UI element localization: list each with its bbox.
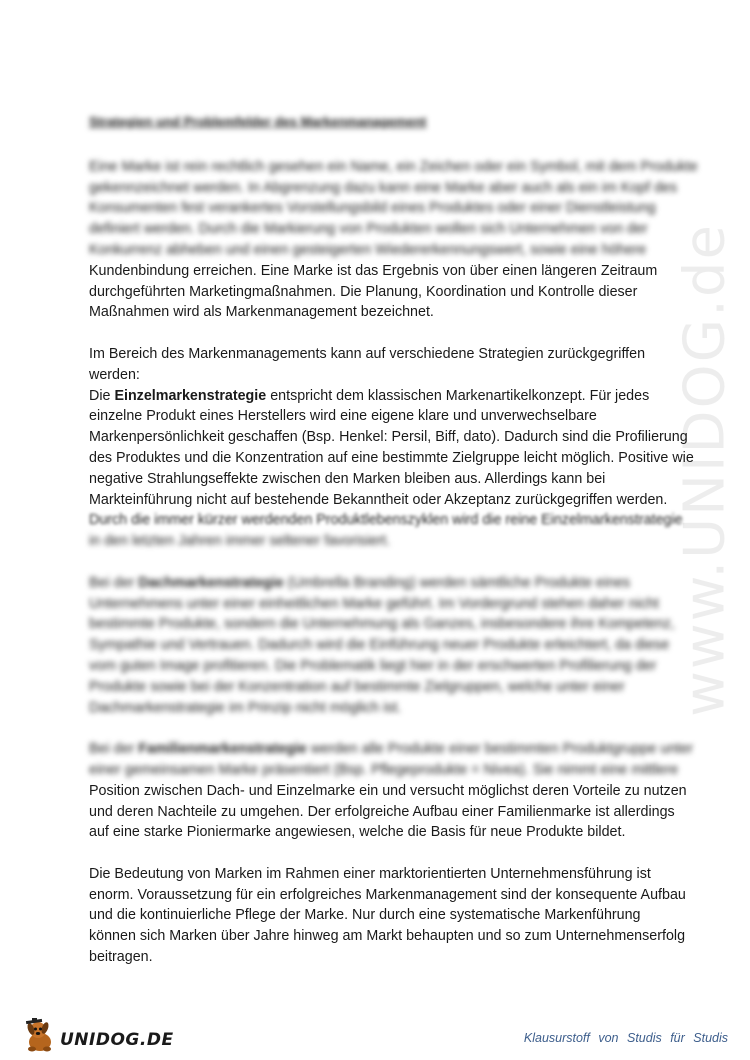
paragraph-intro [89,157,698,323]
text-line: Die Bedeutung von Marken im Rahmen einer marktorientierten Unternehmensführung ist [89,865,651,882]
lead-rest: entspricht dem klassischen Markenartikelkonzept. Für jedes [266,387,650,404]
text-line: Position zwischen Dach- und Einzelmarke ein und versucht möglichst deren Vorteile zu nutzen [89,782,687,799]
watermark: www.UNIDOG.de [672,223,738,717]
text-line: in den letzten Jahren immer seltener favorisiert. [89,533,391,550]
text-line: und die kontinuierliche Pflege der Marke. Nur durch eine systematische Markenführung [89,907,641,924]
text-line: enorm. Voraussetzung für ein erfolgreiches Markenmanagement sind der konsequente Aufbau [89,886,686,903]
term-einzelmarkenstrategie: Einzelmarkenstrategie [114,387,267,404]
text-line: Eine Marke ist rein rechtlich gesehen ein Name, ein Zeichen oder ein Symbol, mit dem Produkte [89,158,698,175]
paragraph-strategies [89,344,689,386]
paragraph-conclusion [89,864,689,968]
text-line [89,386,689,407]
text-line: Kundenbindung erreichen. Eine Marke ist das Ergebnis von über einen längeren Zeitraum [89,262,658,279]
text-line: beitragen. [89,949,153,966]
text-line: Dachmarkenstrategie im Prinzip nicht möglich ist. [89,699,402,716]
paragraph-familienmarke [89,739,693,843]
text-line: definiert werden. Durch die Markierung von Produkten wollen sich Unternehmen von der [89,221,648,238]
text-line: einzelne Produkt eines Herstellers wird eine eigene klare und unverwechselbare [89,408,597,425]
logo-text: UNIDOG.DE [60,1030,174,1050]
term-familienmarkenstrategie: Familienmarkenstrategie [138,741,307,758]
lead-rest: werden alle Produkte einer bestimmten Produktgruppe unter [306,741,693,758]
unidog-logo [22,1018,174,1052]
text-line: Maßnahmen wird als Markenmanagement bezeichnet. [89,304,434,321]
lead-text: Bei der [89,574,139,591]
lead-text: Die [89,387,115,404]
footer-tagline: Klausurstoff von Studis für Studis [523,1031,728,1045]
text-line: Konsumenten fest verankertes Vorstellungsbild eines Produktes oder einer Dienstleistung [89,200,656,217]
text-line: und deren Nachteile zu umgehen. Der erfolgreiche Aufbau einer Familienmarke ist allerdings [89,803,675,820]
text-line: durchgeführten Marketingmaßnahmen. Die Planung, Koordination und Kontrolle dieser [89,283,638,300]
lead-rest: (Umbrella Branding) werden sämtliche Produkte eines [283,574,631,591]
text-line: Produkte sowie bei der Konzentration auf bestimmte Zielgruppen, welche unter einer [89,678,625,695]
text-line: Sympathie und Vertrauen. Dadurch wird die Einführung neuer Produkte erleichtert, da diese [89,637,670,654]
text-line: Im Bereich des Markenmanagements kann auf verschiedene Strategien zurückgegriffen [89,345,646,362]
text-line: einer gemeinsamen Marke präsentiert (Bsp. Pflegeprodukte = Nivea). Sie nimmt eine mittlere [89,761,679,778]
text-line: vom guten Image profitieren. Die Problematik liegt hier in der erschwerten Profilierung der [89,657,657,674]
text-line [89,739,693,760]
text-line: Konkurrenz abheben und einen gesteigerten Wiedererkennungswert, sowie eine höhere [89,241,647,258]
term-dachmarkenstrategie: Dachmarkenstrategie [138,574,284,591]
text-line: auf eine starke Pioniermarke angewiesen, welche die Basis für neue Produkte bildet. [89,824,626,841]
text-line: werden: [89,366,140,383]
dog-mascot-icon [22,1018,62,1054]
text-line: Markteinführung nicht auf bestehende Bekanntheit oder Akzeptanz zurückgegriffen werden. [89,491,668,508]
text-line: negative Strahlungseffekte zwischen den Marken bleiben aus. Allerdings kann bei [89,470,606,487]
text-line: gekennzeichnet werden. In Abgrenzung dazu kann eine Marke aber auch als ein im Kopf des [89,179,678,196]
text-line: bestimmte Produkte, sondern die Unternehmung als Ganzes, insbesondere ihre Kompetenz, [89,616,675,633]
text-line [89,573,689,594]
paragraph-einzelmarke [89,386,694,552]
document-title: Strategien und Problemfelder des Markenmanagement [89,114,427,129]
text-line: des Produktes und die Konzentration auf eine bestimmte Zielgruppe leicht möglich. Positive wie [89,449,694,466]
text-line: können sich Marken über Jahre hinweg am Markt behaupten und so zum Unternehmenserfolg [89,928,686,945]
text-line: Unternehmens unter einer einheitlichen Marke geführt. Im Vordergrund stehen daher nicht [89,595,659,612]
lead-text: Bei der [89,741,139,758]
text-line: Markenpersönlichkeit geschaffen (Bsp. Henkel: Persil, Biff, dato). Dadurch sind die Profilierung [89,429,688,446]
document-body [89,112,698,989]
paragraph-dachmarke [89,573,689,719]
text-line: Durch die immer kürzer werdenden Produktlebenszyklen wird die reine Einzelmarkenstrategie [89,512,683,529]
